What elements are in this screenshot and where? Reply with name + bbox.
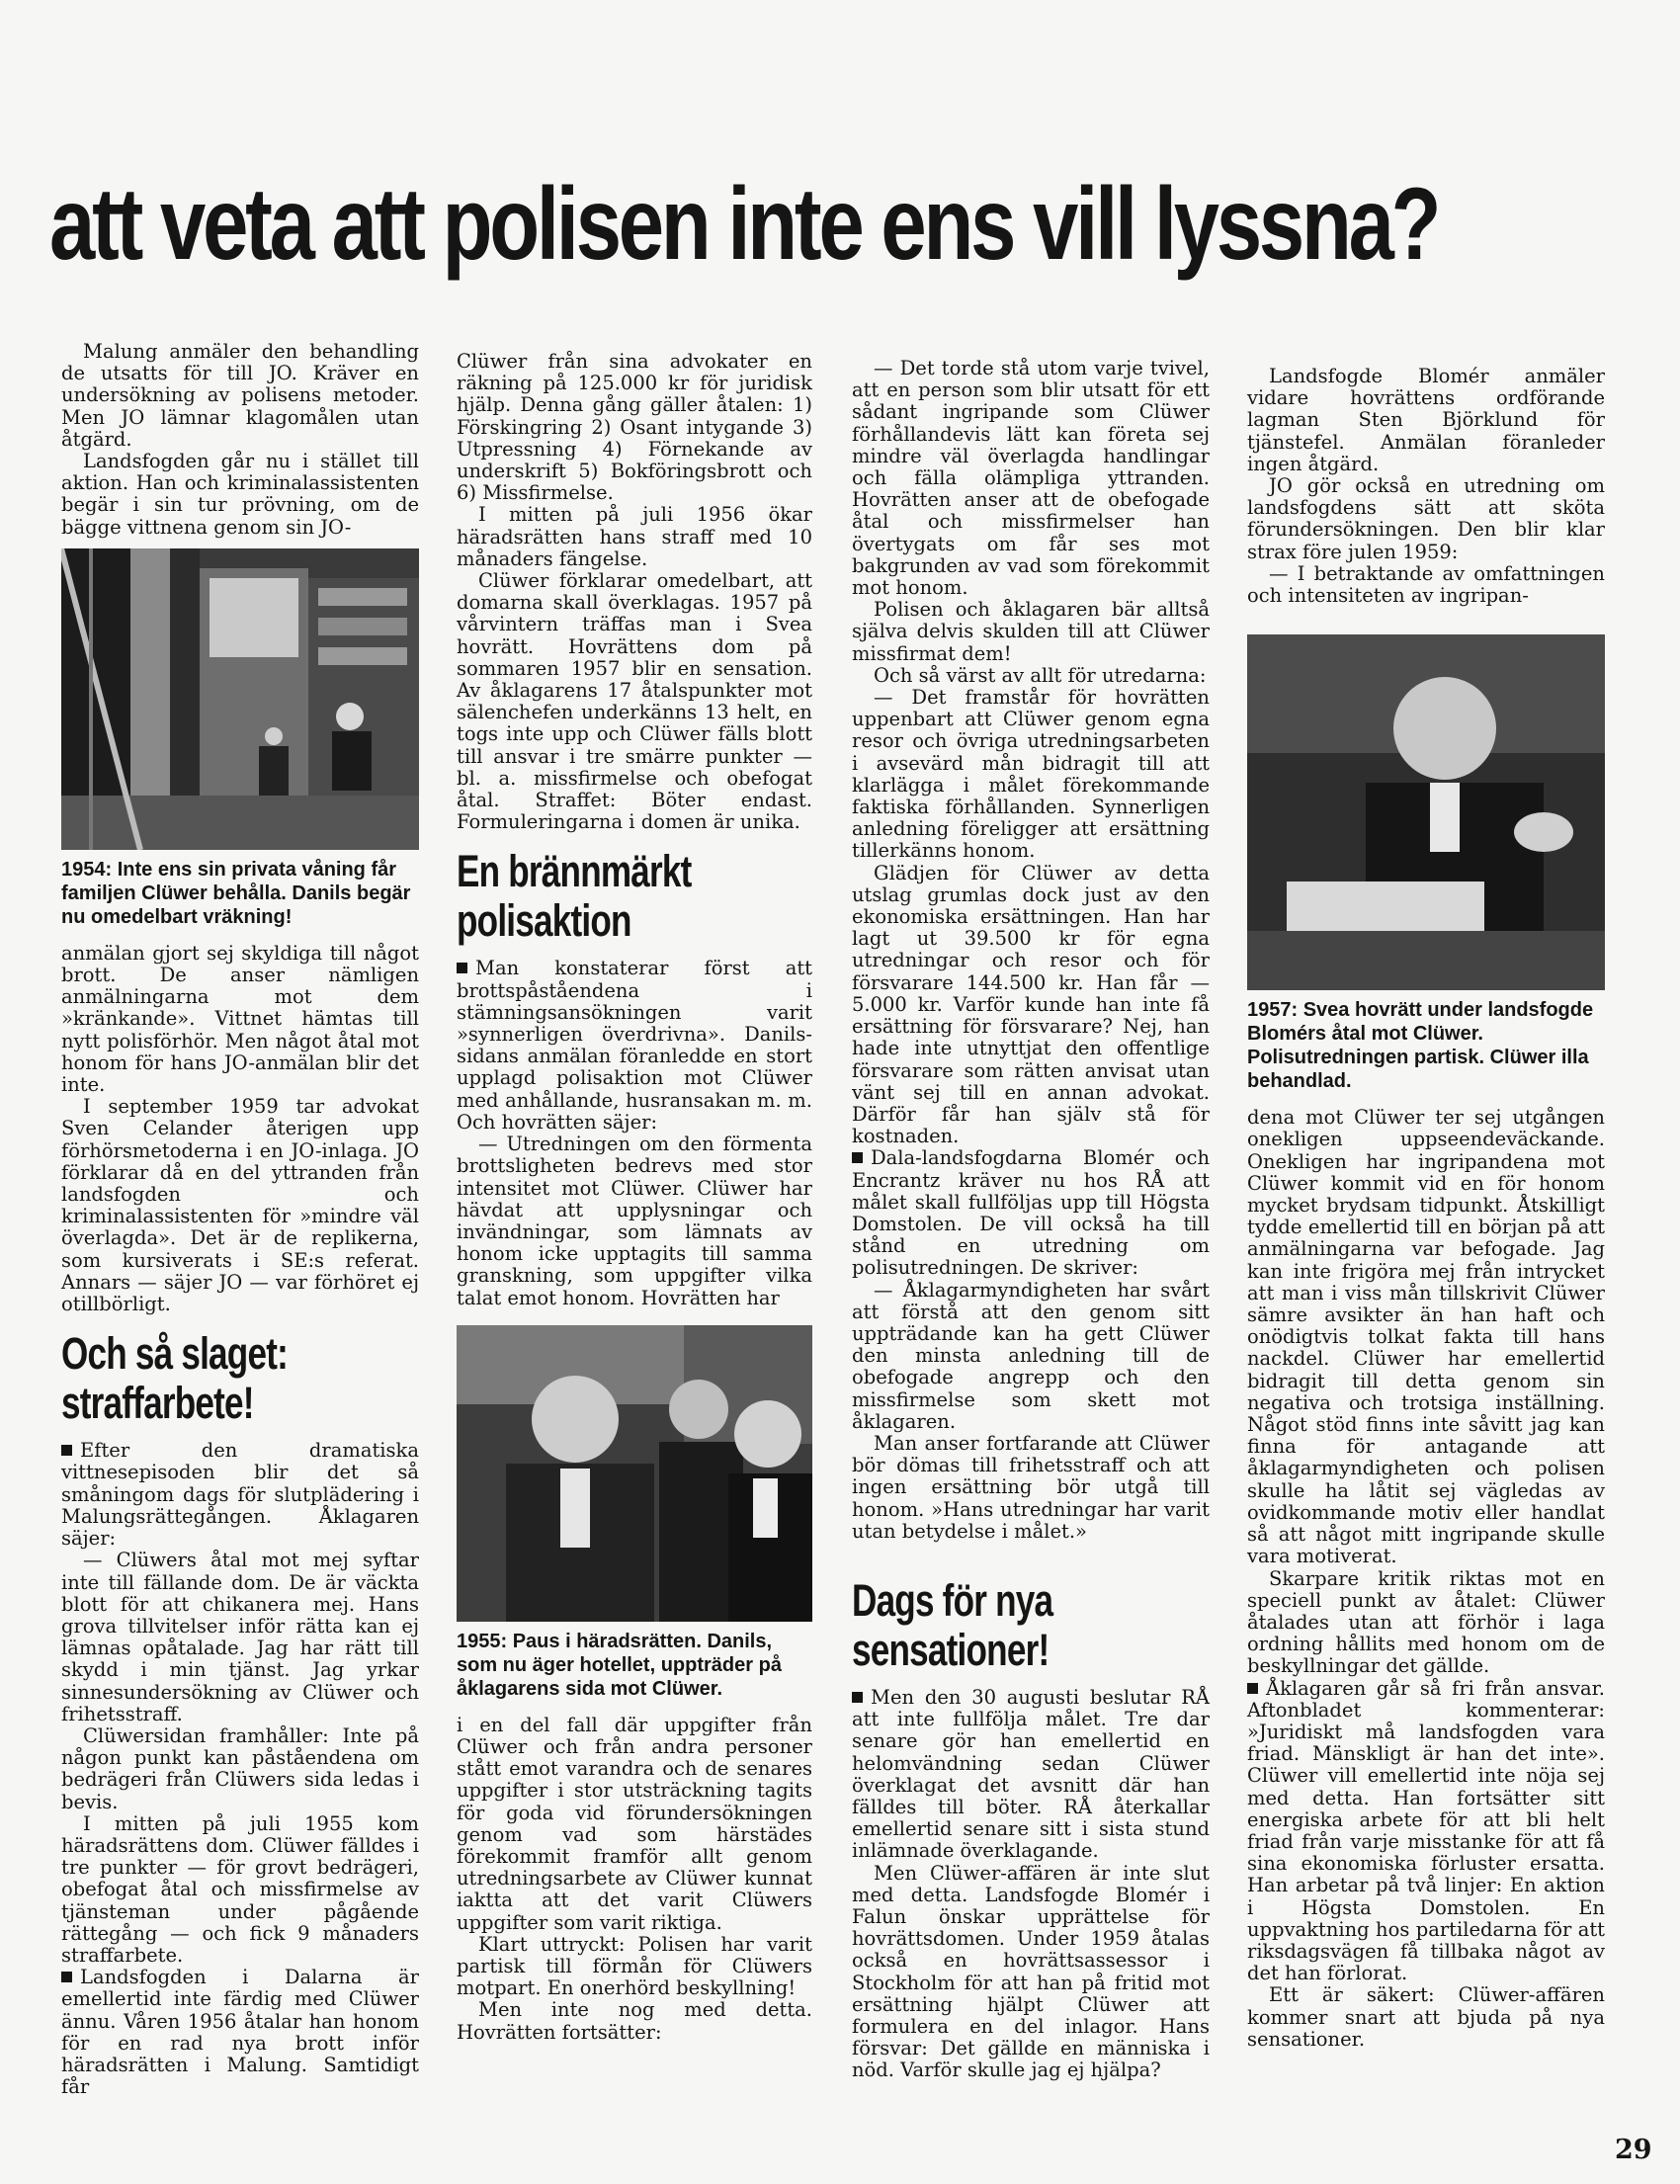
subheading-line: straffarbete!: [61, 1378, 254, 1429]
paragraph: I mitten på juli 1956 ökar häradsrätten hans straff med 10 månaders fängelse.: [457, 503, 812, 570]
square-bullet-icon: [457, 963, 467, 973]
column-4: [1247, 366, 1605, 2051]
column-2: [457, 351, 812, 2044]
paragraph: [61, 1967, 419, 2098]
paragraph: Malung anmäler den behandling de utsatts för till JO. Kräver en undersökning av polisens metoder. Men JO lämnar klagomålen utan åtgärd.: [61, 340, 419, 451]
caption-text: Inte ens sin privata våning får familjen Clüwer behålla. Danils begär nu omedelbart vräkning!: [61, 858, 411, 928]
paragraph: [852, 1147, 1210, 1279]
paragraph: Clüwer från sina advokater en räkning på 125.000 kr för juridisk hjälp. Denna gång gäller åtalen: 1) Förskingring 2) Osant intygande 3) Utpressning 4) Förnekande av underskrift 5) Bokföringsbrott och 6) Missfirmelse.: [457, 350, 812, 505]
subheading-line: Och så slaget:: [61, 1328, 289, 1380]
photo-image: [457, 1325, 812, 1622]
square-bullet-icon: [61, 1972, 72, 1982]
subheading-line: Dags för nya: [852, 1574, 1053, 1626]
paragraph: — I betraktande av omfattningen och intensiteten av ingripan-: [1247, 561, 1605, 608]
photo-image: [1247, 634, 1605, 990]
paragraph: Men Clüwer-affären är inte slut med detta. Landsfogde Blomér i Falun önskar upprättelse för hovrättsdomen. Under 1959 åtalas också en hovrättsassessor i Stockholm för att han på fritid mot ersättning hjälpt Clüwer att formulera en del inlagor. Hans försvar: Det gällde en människa i nöd. Varför skulle jag ej hjälpa?: [852, 1861, 1210, 2082]
photo-image: [61, 548, 419, 850]
column-3: [852, 358, 1210, 2082]
paragraph: — Utredningen om den förmenta brottsligheten bedrevs med stor intensitet mot Clüwer. Clüwer har hävdat att upplysningar och invändningar, som lämnats av honom icke upptagits till samma granskning, som uppgifter vilka talat emot honom. Hovrätten har: [457, 1133, 812, 1309]
caption-label: 1955:: [457, 1630, 508, 1652]
photo-1957-svea-court: [1247, 634, 1605, 990]
caption-label: 1954:: [61, 858, 113, 881]
paragraph: Landsfogden går nu i stället till aktion. Han och kriminalassistenten begär i sin tur prövning, om de bägge vittnena genom sin JO-: [61, 450, 419, 539]
square-bullet-icon: [61, 1445, 72, 1456]
paragraph: [457, 958, 812, 1134]
subheading: [852, 1576, 1131, 1675]
caption-text: Svea hovrätt under landsfogde Blomérs åtal mot Clüwer. Polisutredningen partisk. Clüwer illa behandlad.: [1247, 999, 1594, 1093]
paragraph: dena mot Clüwer ter sej utgången onekligen uppseendeväckande. Onekligen har ingripandena mot Clüwer kommit vid en för honom mycket brydsam tidpunkt. Åtskilligt tydde emellertid till en början på att anmälningarna var befogade. Jag kan inte frigöra mej från intrycket att man i viss mån tillskrivit Clüwer sämre avsikter än han haft och onödigtvis tolkat fakta till hans nackdel. Clüwer har emellertid bidragit till detta genom sin negativa och trotsiga inställning. Något stöd finns inte såvitt jag kan finna för antagande att åklagarmyndigheten och polisen skulle ha låtit sej vägledas av ovidkommande motiv eller handlat så att något mitt ingripande skulle vara motiverat.: [1247, 1106, 1605, 1568]
paragraph-text: Man konstaterar först att brottspåståendena i stämningsansökningen varit »synnerligen överdrivna». Danils-sidans anmälan föranledde en stort upplagd polisaktion mot Clüwer med anhållande, husransakan m. m. Och hovrätten säjer:: [457, 957, 812, 1134]
headline: att veta att polisen inte ens vill lyssna?: [49, 167, 1439, 282]
paragraph: — Åklagarmyndigheten har svårt att förstå att den genom sitt uppträdande kan ha gett Clüwer den minsta anledning till de obefogade angrepp och den missfirmelse som skett mot åklagaren.: [852, 1278, 1210, 1433]
photo-caption: [457, 1630, 812, 1701]
paragraph: Landsfogde Blomér anmäler vidare hovrättens ordförande lagman Sten Björklund för tjänstefel. Anmälan föranleder ingen åtgärd.: [1247, 365, 1605, 475]
paragraph: Glädjen för Clüwer av detta utslag grumlas dock just av den ekonomiska ersättningen. Han har lagt ut 39.500 kr för egna utredningar och resor och för försvarare 144.500 kr. Han får — 5.000 kr. Varför kunde han inte få ersättning för försvarare? Nej, han hade inte utnyttjat den offentlige försvarare som rätten anvisat utan vänt sej till en annan advokat. Därför får han själv stå för kostnaden.: [852, 861, 1210, 1148]
paragraph-text: Dala-landsfogdarna Blomér och Encrantz kräver nu hos RÅ att målet skall fullföljas upp till Högsta Domstolen. De vill också ha till stånd en utredning om polisutredningen. De skriver:: [852, 1146, 1210, 1280]
column-1: [61, 341, 419, 2098]
subheading-line: polisaktion: [457, 895, 631, 947]
photo-1955-court-recess: [457, 1325, 812, 1622]
paragraph: JO gör också en utredning om landsfogdens sätt att sköta förundersökningen. Den blir klar strax före julen 1959:: [1247, 474, 1605, 563]
caption-text: Paus i häradsrätten. Danils, som nu äger hotellet, uppträder på åklagarens sida mot Clüwer.: [457, 1630, 782, 1700]
square-bullet-icon: [852, 1152, 863, 1163]
photo-caption: [1247, 998, 1605, 1093]
paragraph: i en del fall där uppgifter från Clüwer och från andra personer stått emot varandra och de senares uppgifter i stor utsträckning tagits för goda vid förundersökningen genom vad som härstädes förekommit framför allt genom utredningsarbete av Clüwer kunnat iaktta att det varit Clüwers uppgifter som varit riktiga.: [457, 1713, 812, 1934]
paragraph: [1247, 1678, 1605, 1985]
subheading: [457, 847, 734, 946]
paragraph: Men inte nog med detta. Hovrätten fortsätter:: [457, 1998, 812, 2044]
paragraph: Klart uttryckt: Polisen har varit partisk till förmån för Clüwers motpart. En onerhörd beskyllning!: [457, 1932, 812, 2000]
paragraph: I mitten på juli 1955 kom häradsrättens dom. Clüwer fälldes i tre punkter — för grovt bedrägeri, obefogat åtal och missfirmelse av tjänsteman under pågående rättegång — och fick 9 månaders straffarbete.: [61, 1811, 419, 1967]
page-number: 29: [1615, 2135, 1652, 2165]
photo-caption: [61, 858, 419, 929]
paragraph: Man anser fortfarande att Clüwer bör dömas till frihetsstraff och att ingen ersättning bör utgå till honom. »Hans utredningar har varit utan betydelse i målet.»: [852, 1431, 1210, 1543]
paragraph-text: Åklagaren går så fri från ansvar. Aftonbladet kommenterar: »Juridiskt må landsfogden vara friad. Mänskligt är han det inte». Clüwer vill emellertid inte nöja sej med detta. Han fortsätter sitt energiska arbete för att bli helt friad från varje misstanke för att få sina ekonomiska förluster ersatta. Han arbetar på två linjer: En aktion i Högsta Domstolen. En uppvaktning hos partiledarna för att riksdagsvägen få tillbaka något av det han förlorat.: [1247, 1676, 1605, 1985]
subheading-line: sensationer!: [852, 1624, 1050, 1675]
paragraph: Skarpare kritik riktas mot en speciell punkt av åtalet: Clüwer åtalades utan att förhör i laga ordning hållits med honom om de beskyllningar det gällde.: [1247, 1566, 1605, 1678]
subheading: [61, 1329, 340, 1428]
square-bullet-icon: [1247, 1683, 1258, 1694]
paragraph-text: Landsfogden i Dalarna är emellertid inte färdig med Clüwer ännu. Våren 1956 åtalar han honom för en rad nya brott inför häradsrätten i Malung. Samtidigt får: [61, 1966, 419, 2099]
paragraph: Clüwersidan framhåller: Inte på någon punkt kan påståendena om bedrägeri från Clüwers sida ledas i bevis.: [61, 1723, 419, 1813]
paragraph: — Det torde stå utom varje tvivel, att en person som blir utsatt för ett sådant ingripande som Clüwer förhållandevis lätt kan företa sej mindre väl överlagda handlingar och fälla olämpliga yttranden. Hovrätten anser att de obefogade åtal och missfirmelser han övertygats om får ses mot bakgrunden av vad som förekommit mot honom.: [852, 357, 1210, 600]
paragraph: [61, 1440, 419, 1550]
photo-1954-family-home: [61, 548, 419, 850]
paragraph: — Det framstår för hovrätten uppenbart att Clüwer genom egna resor och övriga utredningsarbeten i avsevärd mån bidragit till att klarlägga i målet förekommande faktiska förhållanden. Synnerligen anledning föreligger att ersättning tillerkänns honom.: [852, 686, 1210, 863]
paragraph: Clüwer förklarar omedelbart, att domarna skall överklagas. 1957 på vårvintern träffas man i Svea hovrätt. Hovrättens dom på sommaren 1957 blir en sensation. Av åklagarens 17 åtalspunkter mot sälenchefen underkänns 13 helt, en togs inte upp och Clüwer fälls blott till ansvar i tre smärre punkter — bl. a. missfirmelse och obefogat åtal. Straffet: Böter endast. Formuleringarna i domen är unika.: [457, 569, 812, 834]
paragraph: Och så värst av allt för utredarna:: [874, 663, 1207, 687]
square-bullet-icon: [852, 1692, 863, 1703]
paragraph: [852, 1687, 1210, 1863]
paragraph: Polisen och åklagaren bär alltså själva delvis skulden till att Clüwer missfirmat dem!: [852, 598, 1210, 665]
paragraph: I september 1959 tar advokat Sven Celander återigen upp förhörsmetoderna i en JO-inlaga. JO förklarar då en del yttranden från landsfogden och kriminalassistenten för »mindre väl överlagda». Det är de replikerna, som kursiverats i SE:s referat. Annars — säjer JO — var förhöret ej otillbörligt.: [61, 1095, 419, 1316]
subheading-line: En brännmärkt: [457, 846, 692, 897]
caption-label: 1957:: [1247, 999, 1299, 1022]
paragraph: anmälan gjort sej skyldiga till något brott. De anser nämligen anmälningarna mot dem »kränkande». Vittnet hämtas till nytt polisförhör. Men något åtal mot honom för hans JO-anmälan blir det inte.: [61, 941, 419, 1097]
paragraph-text: Efter den dramatiska vittnesepisoden blir det så småningom dags för slutplädering i Malungsrättegången. Åklagaren säjer:: [61, 1439, 419, 1551]
paragraph-text: Men den 30 augusti beslutar RÅ att inte fullfölja målet. Tre dar senare gör han emellertid en helomvändning sedan Clüwer överklagat det avsnitt där han fälldes till böter. RÅ återkallar emellertid senare sitt i sista stund inlämnade överklagande.: [852, 1685, 1210, 1863]
paragraph: Ett är säkert: Clüwer-affären kommer snart att bjuda på nya sensationer.: [1247, 1983, 1605, 2051]
paragraph: — Clüwers åtal mot mej syftar inte till fällande dom. De är väckta blott för att chikanera mej. Hans grova tillvitelser inför rätta kan ej lämnas opåtalade. Jag har rätt till skydd i min tjänst. Jag yrkar sinnesundersökning av Clüwer och frihetsstraff.: [61, 1549, 419, 1725]
